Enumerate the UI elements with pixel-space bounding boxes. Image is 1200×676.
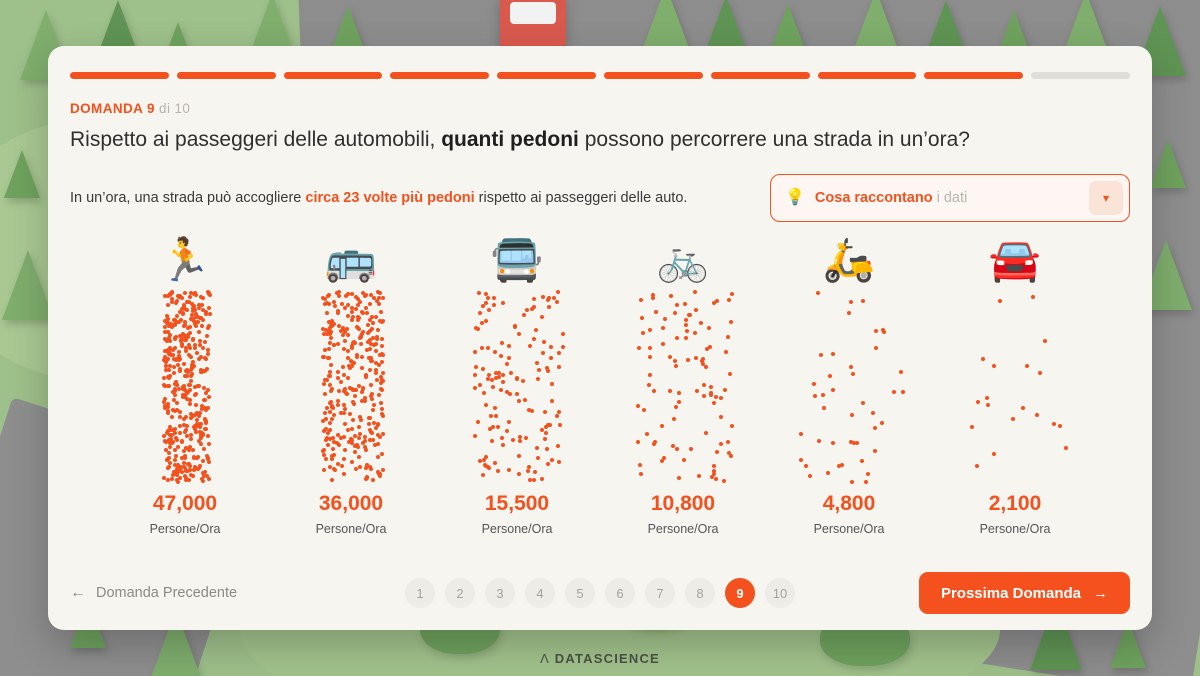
progress-segment bbox=[604, 72, 703, 79]
progress-segment bbox=[177, 72, 276, 79]
pagination-page[interactable]: 6 bbox=[605, 578, 635, 608]
answer-post: rispetto ai passeggeri delle auto. bbox=[474, 190, 688, 206]
pagination-page[interactable]: 5 bbox=[565, 578, 595, 608]
pagination-page[interactable]: 2 bbox=[445, 578, 475, 608]
progress-segment bbox=[818, 72, 917, 79]
chart-column bbox=[276, 234, 426, 536]
progress-segment bbox=[497, 72, 596, 79]
tree-icon bbox=[770, 4, 806, 52]
insight-label-rest: i dati bbox=[932, 190, 968, 206]
page-title bbox=[70, 128, 1130, 152]
question-counter-suffix: di 10 bbox=[159, 101, 191, 116]
tree-icon bbox=[4, 150, 40, 198]
answer-highlight: circa 23 volte più pedoni bbox=[305, 190, 475, 206]
question-counter-prefix: DOMANDA bbox=[70, 101, 143, 116]
pagination-page[interactable]: 3 bbox=[485, 578, 515, 608]
chart-unit-label: Persone/Ora bbox=[647, 522, 719, 536]
progress-segment bbox=[711, 72, 810, 79]
chart-value-label: 15,500 bbox=[484, 492, 550, 515]
progress-segment bbox=[70, 72, 169, 79]
next-question-label: Prossima Domanda bbox=[940, 584, 1081, 602]
brand-mark-icon: Λ bbox=[540, 651, 550, 666]
progress-bar bbox=[48, 46, 1152, 79]
arrow-right-icon: → bbox=[1093, 584, 1108, 602]
answer-pre: In un’ora, una strada può accogliere bbox=[70, 190, 306, 206]
chart-value-label: 10,800 bbox=[650, 492, 716, 515]
vehicle-car bbox=[500, 0, 566, 52]
insight-label bbox=[815, 190, 1079, 206]
question-title-part1: Rispetto ai passeggeri delle automobili, bbox=[70, 128, 442, 151]
chart-column bbox=[774, 234, 924, 536]
chart-unit-label: Persone/Ora bbox=[315, 522, 387, 536]
dot-cloud bbox=[794, 290, 904, 480]
lightbulb-icon: 💡 bbox=[785, 189, 805, 206]
brand-logo bbox=[0, 651, 1200, 666]
pagination-page[interactable]: 10 bbox=[765, 578, 795, 608]
previous-question-button[interactable] bbox=[70, 584, 237, 602]
dot-cloud bbox=[462, 290, 572, 480]
chart-value-label: 47,000 bbox=[152, 492, 218, 515]
next-question-button[interactable] bbox=[919, 572, 1130, 614]
chevron-down-icon[interactable]: ▾ bbox=[1089, 181, 1123, 215]
transport-mode-icon: 🏃 bbox=[158, 236, 212, 283]
question-title-part2: possono percorrere una strada in un’ora? bbox=[578, 128, 970, 151]
dot-cloud bbox=[296, 290, 406, 480]
pagination-page[interactable]: 4 bbox=[525, 578, 555, 608]
dot-cloud bbox=[628, 290, 738, 480]
transport-mode-icon: 🛵 bbox=[822, 236, 876, 283]
chart-unit-label: Persone/Ora bbox=[979, 522, 1051, 536]
quiz-card bbox=[48, 46, 1152, 630]
chart-unit-label: Persone/Ora bbox=[481, 522, 553, 536]
answer-row bbox=[70, 174, 1130, 222]
transport-mode-icon: 🚌 bbox=[324, 236, 378, 283]
insight-panel-toggle[interactable] bbox=[770, 174, 1130, 222]
answer-text bbox=[70, 190, 752, 206]
question-counter-number: 9 bbox=[146, 101, 155, 116]
chart-column bbox=[442, 234, 592, 536]
transport-mode-icon: 🚘 bbox=[988, 236, 1042, 283]
brand-name: DATASCIENCE bbox=[554, 651, 660, 666]
dot-chart bbox=[70, 234, 1130, 536]
chart-unit-label: Persone/Ora bbox=[149, 522, 221, 536]
transport-mode-icon: 🚲 bbox=[656, 236, 710, 283]
chart-column bbox=[940, 234, 1090, 536]
chart-column bbox=[110, 234, 260, 536]
chart-value-label: 4,800 bbox=[822, 492, 876, 515]
pagination-page[interactable]: 8 bbox=[685, 578, 715, 608]
previous-question-label: Domanda Precedente bbox=[96, 585, 238, 601]
progress-segment bbox=[390, 72, 489, 79]
arrow-left-icon: ← bbox=[70, 584, 86, 601]
chart-unit-label: Persone/Ora bbox=[813, 522, 885, 536]
pagination-page[interactable]: 1 bbox=[405, 578, 435, 608]
insight-label-bold: Cosa raccontano bbox=[814, 190, 933, 206]
pagination-page[interactable]: 9 bbox=[725, 578, 755, 608]
dot-cloud bbox=[960, 290, 1070, 480]
progress-segment bbox=[284, 72, 383, 79]
chart-column bbox=[608, 234, 758, 536]
tree-icon bbox=[1150, 140, 1186, 188]
progress-segment bbox=[1031, 72, 1130, 79]
card-footer bbox=[48, 556, 1152, 630]
question-counter bbox=[70, 101, 1130, 116]
transport-mode-icon: 🚍 bbox=[490, 236, 544, 283]
progress-segment bbox=[924, 72, 1023, 79]
tree-icon bbox=[2, 250, 54, 320]
chart-value-label: 36,000 bbox=[318, 492, 384, 515]
dot-cloud bbox=[130, 290, 240, 480]
chart-value-label: 2,100 bbox=[988, 492, 1042, 515]
pagination-page[interactable]: 7 bbox=[645, 578, 675, 608]
question-title-bold: quanti pedoni bbox=[441, 128, 579, 151]
